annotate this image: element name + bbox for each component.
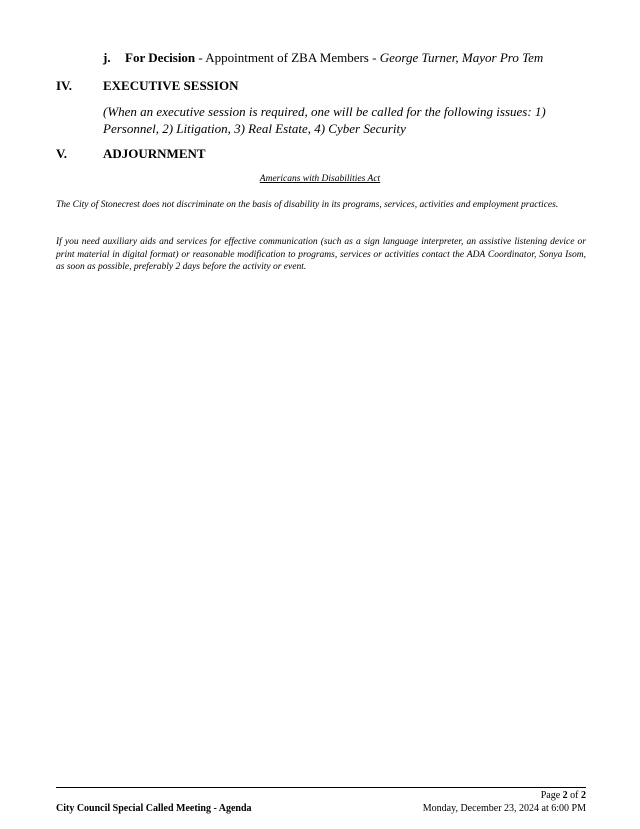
ada-paragraph-1: The City of Stonecrest does not discriminate on the basis of disability in its programs, services, activities and employment practices. bbox=[56, 200, 559, 210]
executive-session-note: (When an executive session is required, one will be called for the following issues: 1) Personnel, 2) Litigation, 3) Real Estate, 4) Cyber Security bbox=[103, 104, 546, 136]
footer-page-of: of bbox=[567, 790, 581, 801]
footer-meeting-title: City Council Special Called Meeting - Agenda bbox=[56, 803, 252, 814]
footer-page-prefix: Page bbox=[540, 790, 563, 801]
item-j-text: Appointment of ZBA Members - bbox=[205, 50, 380, 65]
section-iv-title: EXECUTIVE SESSION bbox=[103, 78, 239, 93]
footer-page-total: 2 bbox=[581, 790, 586, 801]
item-j-separator: - bbox=[195, 50, 206, 65]
footer-divider bbox=[56, 787, 586, 788]
ada-paragraph-2: If you need auxiliary aids and services for effective communication (such as a sign language interpreter, an assistive listening device or print material in digital format) or reasonable modification to programs, services or activities contact the ADA Coordinator, Sonya Isom, as soon as possible, preferably 2 days before the activity or event. bbox=[56, 237, 586, 272]
section-v-number: V. bbox=[56, 146, 67, 161]
section-v-title: ADJOURNMENT bbox=[103, 146, 206, 161]
item-j-letter: j. bbox=[103, 50, 111, 65]
item-j-decision-label: For Decision bbox=[125, 50, 196, 65]
section-iv-number: IV. bbox=[56, 78, 73, 93]
footer-page-current: 2 bbox=[562, 790, 568, 801]
item-j-presenter: George Turner, Mayor Pro Tem bbox=[379, 50, 544, 65]
item-j-line bbox=[125, 50, 543, 66]
footer-meeting-date: Monday, December 23, 2024 at 6:00 PM bbox=[422, 803, 586, 814]
footer-page-number bbox=[541, 790, 586, 801]
ada-heading: Americans with Disabilities Act bbox=[259, 174, 381, 184]
